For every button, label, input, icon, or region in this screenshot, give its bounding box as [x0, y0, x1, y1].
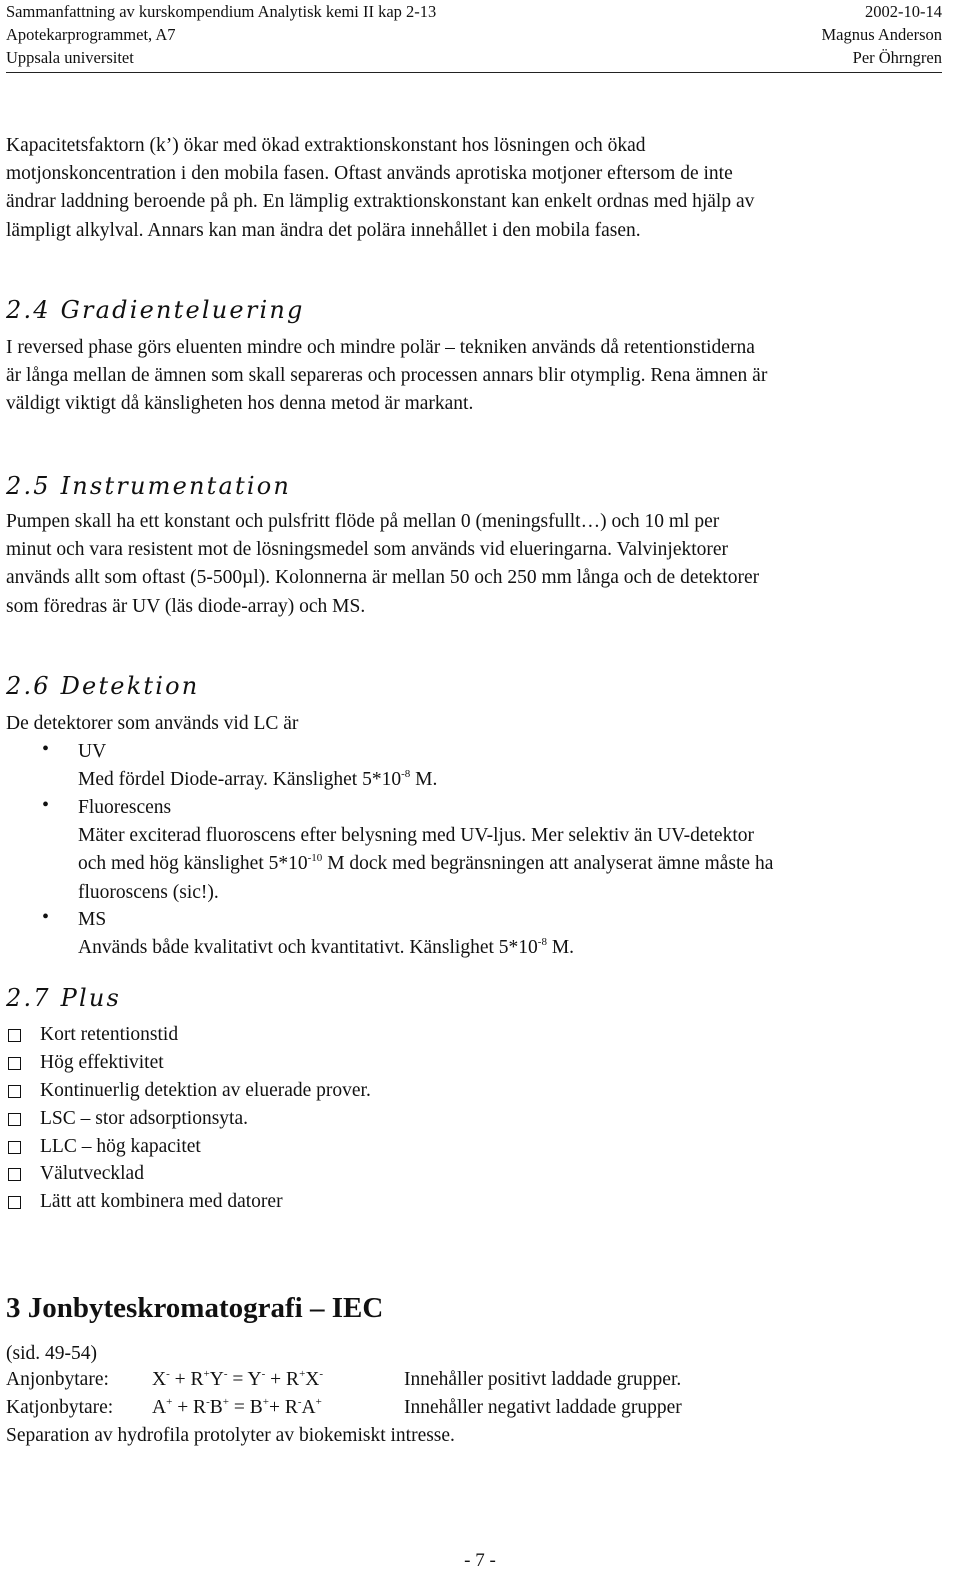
detector-desc: Används både kvalitativt och kvantitativt. Känslighet $5*10^{-8}$ M.: [78, 936, 575, 959]
section-2-5-paragraph: [6, 508, 941, 621]
plus-item: Kontinuerlig detektion av eluerade prover.: [40, 1080, 371, 1101]
checkbox-icon: [8, 1196, 21, 1209]
cation-equation: A+ + R-B+ = B++ R-A+: [152, 1396, 322, 1418]
section-heading-2-6: 2.6 Detektion: [6, 672, 200, 700]
header-line-2: [6, 23, 942, 46]
cation-description: Innehåller negativt laddade grupper: [404, 1397, 682, 1418]
page-reference: (sid. 49-54): [6, 1343, 97, 1364]
text-line: motjonskoncentration i den mobila fasen. Oftast används aprotiska motjoner eftersom de inte: [6, 163, 733, 185]
bullet-icon: •: [42, 906, 50, 928]
checkbox-icon: [8, 1085, 21, 1098]
checkbox-icon: [8, 1168, 21, 1181]
bullet-icon: •: [42, 794, 50, 816]
detector-title: Fluorescens: [78, 797, 172, 818]
checkbox-icon: [8, 1057, 21, 1070]
header-author-2: Per Öhrngren: [852, 48, 942, 67]
text-line: väldigt viktigt då känsligheten hos denna metod är markant.: [6, 393, 474, 415]
detector-title: UV: [78, 741, 107, 762]
text-line: ändrar laddning beroende på ph. En lämplig extraktionskonstant kan enkelt ordnas med hjälp av: [6, 191, 755, 213]
section-2-4-paragraph: [6, 334, 941, 419]
detector-ms: [78, 906, 938, 962]
detector-title: MS: [78, 909, 107, 930]
text-line: minut och vara resistent mot de lösningsmedel som används vid elueringarna. Valvinjektorer: [6, 539, 729, 561]
anion-label: Anjonbytare:: [6, 1369, 109, 1390]
text-line: I reversed phase görs eluenten mindre och mindre polär – tekniken används då retentionstiderna: [6, 337, 755, 358]
text-line: används allt som oftast (5-500µl). Kolonnerna är mellan 50 och 250 mm långa och de detektorer: [6, 567, 760, 589]
page-number: - 7 -: [464, 1550, 496, 1571]
text-line: Kapacitetsfaktorn (k’) ökar med ökad extraktionskonstant hos lösningen och ökad: [6, 135, 646, 156]
anion-description: Innehåller positivt laddade grupper.: [404, 1369, 682, 1390]
detectors-intro: De detektorer som används vid LC är: [6, 713, 299, 734]
plus-item: Kort retentionstid: [40, 1024, 179, 1045]
header-university: Uppsala universitet: [6, 48, 134, 67]
header-divider: [6, 72, 942, 73]
plus-item: Välutvecklad: [40, 1163, 144, 1184]
section-heading-2-5: 2.5 Instrumentation: [6, 472, 292, 500]
text-line: är långa mellan de ämnen som skall separeras och processen annars blir otymplig. Rena ämnen är: [6, 365, 768, 387]
text-line: som föredras är UV (läs diode-array) och MS.: [6, 595, 366, 617]
section-heading-2-4: 2.4 Gradienteluering: [6, 296, 305, 324]
header-program: Apotekarprogrammet, A7: [6, 25, 176, 44]
header-author-1: Magnus Anderson: [821, 25, 942, 44]
text-line: lämpligt alkylval. Annars kan man ändra det polära innehållet i den mobila fasen.: [6, 219, 641, 241]
plus-item: LSC – stor adsorptionsyta.: [40, 1108, 248, 1129]
header-date: 2002-10-14: [865, 2, 942, 21]
detector-desc: fluoroscens (sic!).: [78, 881, 219, 903]
text-line: Pumpen skall ha ett konstant och pulsfritt flöde på mellan 0 (meningsfullt…) och 10 ml per: [6, 511, 720, 532]
separation-note: Separation av hydrofila protolyter av biokemiskt intresse.: [6, 1425, 455, 1446]
detector-desc: och med hög känslighet $5*10^{-10}$ M dock med begränsningen att analyserat ämne måste ha: [78, 852, 774, 875]
chapter-heading-3: 3 Jonbyteskromatografi – IEC: [6, 1292, 384, 1324]
anion-equation: X- + R+Y- = Y- + R+X-: [152, 1368, 324, 1390]
plus-item: Lätt att kombinera med datorer: [40, 1191, 283, 1212]
checkbox-icon: [8, 1113, 21, 1126]
detector-desc: Med fördel Diode-array. Känslighet $5*10^{-8}$ M.: [78, 768, 438, 791]
header-line-3: [6, 46, 942, 69]
plus-item: LLC – hög kapacitet: [40, 1136, 201, 1157]
cation-label: Katjonbytare:: [6, 1397, 114, 1418]
section-heading-2-7: 2.7 Plus: [6, 984, 121, 1012]
bullet-icon: •: [42, 738, 50, 760]
checkbox-icon: [8, 1141, 21, 1154]
detector-fluorescens: [78, 794, 938, 907]
detector-uv: [78, 738, 938, 794]
header-line-1: [6, 0, 942, 23]
header-course-title: Sammanfattning av kurskompendium Analytisk kemi II kap 2-13: [6, 2, 437, 21]
plus-item: Hög effektivitet: [40, 1052, 164, 1073]
checkbox-icon: [8, 1029, 21, 1042]
intro-paragraph: [6, 132, 941, 245]
detector-desc: Mäter exciterad fluoroscens efter belysning med UV-ljus. Mer selektiv än UV-detektor: [78, 825, 754, 847]
